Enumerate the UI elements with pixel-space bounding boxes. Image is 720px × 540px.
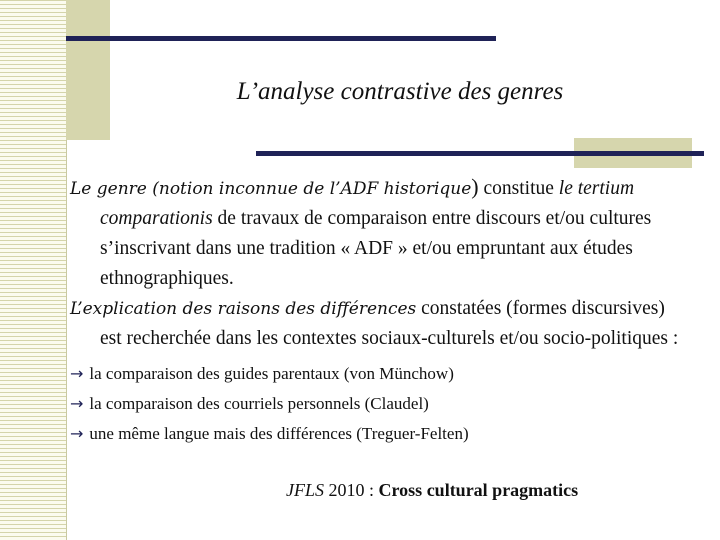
decorative-block-top: [66, 0, 110, 140]
paragraph-lead: L’explication des raisons des différences: [70, 299, 417, 319]
bullet-text: la comparaison des courriels personnels (Claudel): [89, 394, 429, 413]
paragraph-explication: [70, 294, 680, 354]
italic-phrase: le tertium comparationis: [100, 178, 635, 229]
decorative-bar-mid: [256, 151, 704, 156]
footer-reference: [286, 480, 578, 501]
closing-paren: ): [471, 174, 479, 199]
bullet-item: [70, 359, 680, 389]
journal-year: 2010 :: [324, 480, 379, 500]
arrow-right-icon: →: [70, 394, 84, 413]
paragraph-text: constatées (formes discursives) est recherchée dans les contextes sociaux-culturels et/ou socio-politiques :: [100, 298, 679, 349]
paragraph-genre: [70, 172, 680, 294]
slide-title: L’analyse contrastive des genres: [236, 78, 564, 105]
paragraph-lead: Le genre (notion inconnue de l’ADF historique: [70, 179, 472, 199]
arrow-right-icon: →: [70, 424, 84, 443]
bullet-text: une même langue mais des différences (Treguer-Felten): [89, 424, 469, 443]
arrow-right-icon: →: [70, 364, 84, 383]
bullet-item: [70, 389, 680, 419]
paragraph-text: de travaux de comparaison entre discours et/ou cultures s’inscrivant dans une tradition « ADF » et/ou empruntant aux études ethnographiques.: [100, 208, 652, 289]
bullet-item: [70, 419, 680, 449]
decorative-bar-top: [66, 36, 496, 41]
journal-name: JFLS: [286, 480, 324, 500]
bullet-text: la comparaison des guides parentaux (von Münchow): [89, 364, 454, 383]
journal-topic: Cross cultural pragmatics: [378, 480, 579, 500]
paragraph-text: constitue: [478, 178, 559, 199]
slide-body: [70, 172, 680, 449]
decorative-stripe: [0, 0, 66, 540]
